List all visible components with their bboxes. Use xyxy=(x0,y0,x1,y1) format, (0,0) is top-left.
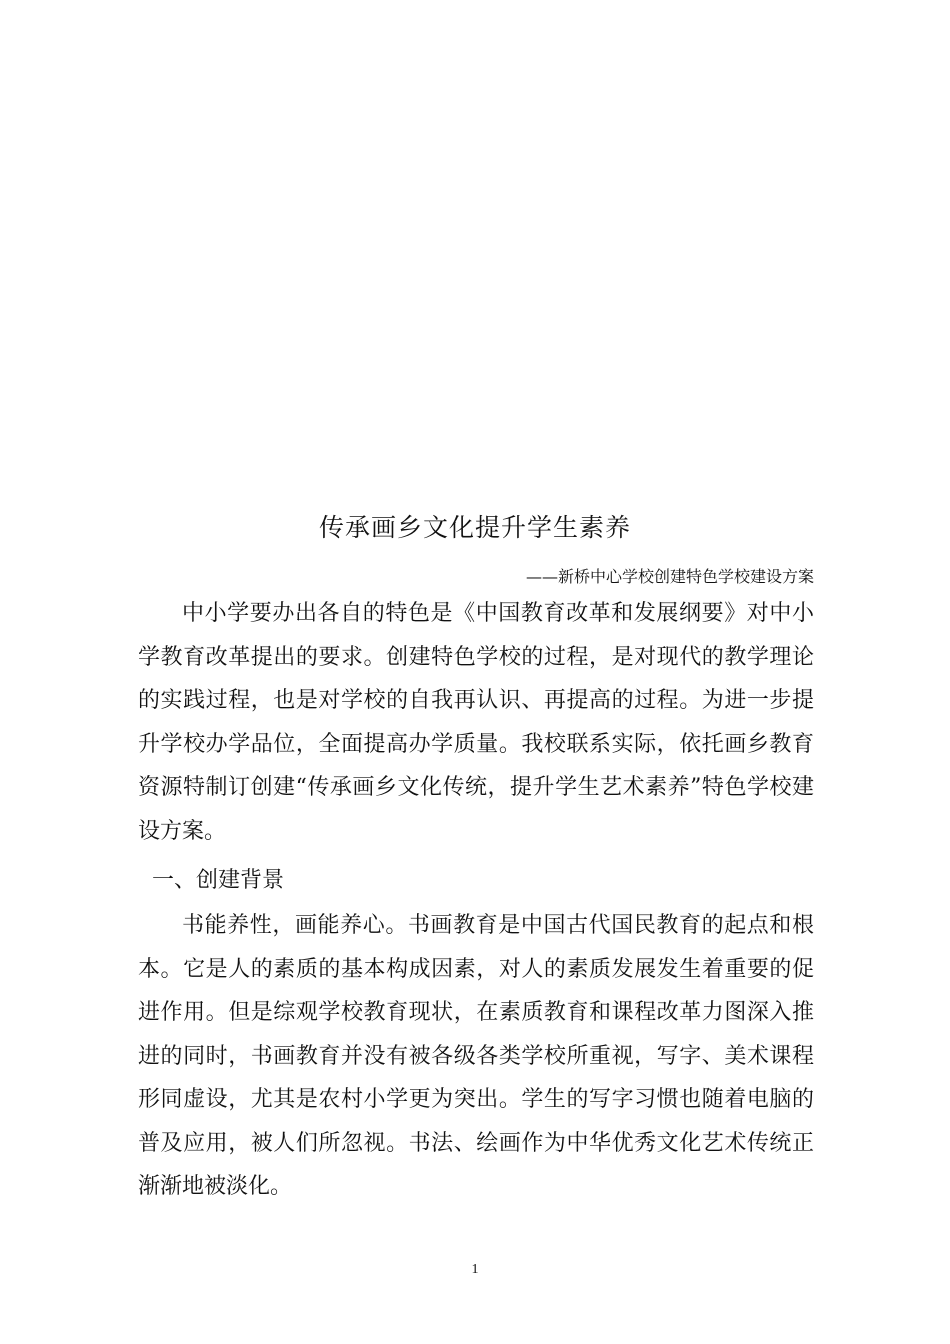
document-subtitle: ——新桥中心学校创建特色学校建设方案 xyxy=(525,567,814,586)
document-title: 传承画乡文化提升学生素养 xyxy=(318,513,631,542)
intro-paragraph: 中小学要办出各自的特色是《中国教育改革和发展纲要》对中小学教育改革提出的要求。创建特色学校的过程，是对现代的教学理论的实践过程，也是对学校的自我再认识、再提高的过程。为进一步提升学校办学品位，全面提高办学质量。我校联系实际，依托画乡教育资源特制订创建“传承画乡文化传统，提升学生艺术素养”特色学校建设方案。 xyxy=(138,601,814,844)
section-heading-background: 一、创建背景 xyxy=(152,868,285,893)
background-paragraph: 书能养性，画能养心。书画教育是中国古代国民教育的起点和根本。它是人的素质的基本构成因素，对人的素质发展发生着重要的促进作用。但是综观学校教育现状，在素质教育和课程改革力图深入推进的同时，书画教育并没有被各级各类学校所重视，写字、美术课程形同虚设，尤其是农村小学更为突出。学生的写字习惯也随着电脑的普及应用，被人们所忽视。书法、绘画作为中华优秀文化艺术传统正渐渐地被淡化。 xyxy=(138,913,814,1199)
page-number: 1 xyxy=(471,1262,479,1277)
